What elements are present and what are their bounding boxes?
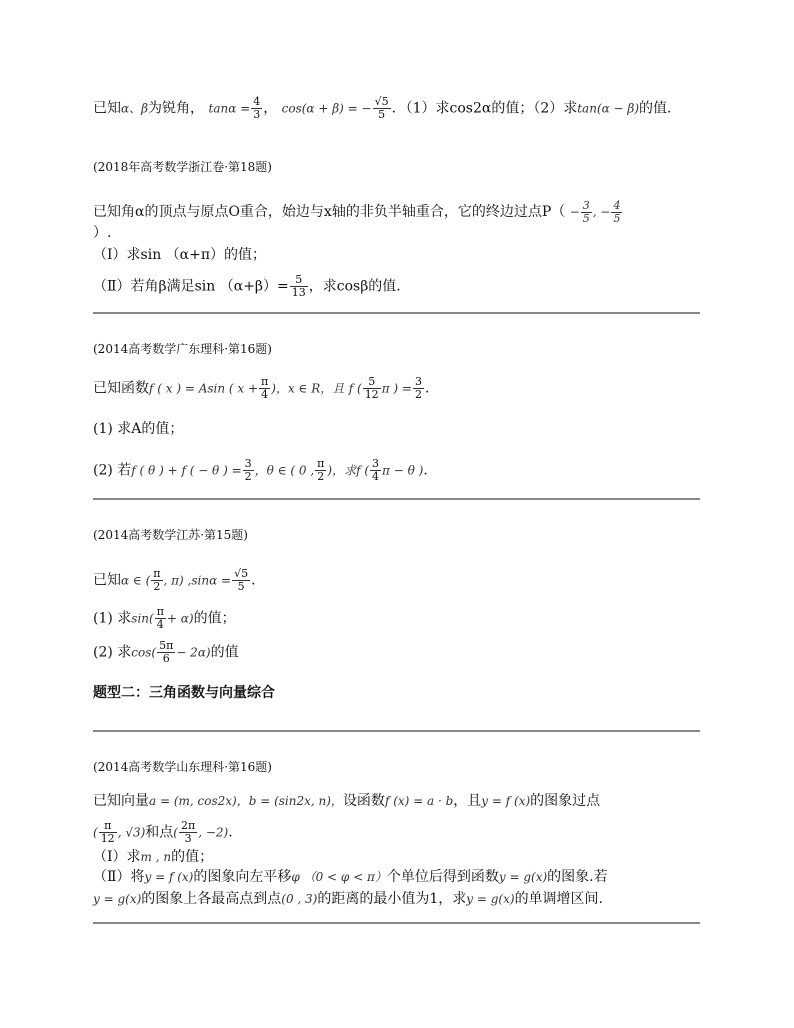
p2-q2-b: ，求cosβ的值. [308,278,401,295]
problem-2-stem [93,200,623,225]
p2-q2-frac: $\frac{5}{13}$ [291,273,306,299]
problem-5-q1: （Ⅰ）求m , n的值； [93,849,214,865]
problem-3-q2: (2) 若f ( θ ) + f ( − θ ) = $\frac{3}{2}$ ，θ ∈ ( 0 , $\frac{\pi}{2}$ )，求f ( $\frac{3}{4}$ π − θ ). [93,457,428,483]
problem-2-q1: （Ⅰ）求sin （α+π）的值； [93,247,267,263]
problem-5-stem: 已知向量a = (m, cos2x)，b = (sin2x, n)，设函数f (x) = a · b，且y = f (x)的图象过点 [93,793,601,809]
p3-domain: ，x ∈ R，且 [275,381,345,396]
p3-stem-a: 已知函数 [93,380,149,397]
p1-vars: α、β [121,101,149,116]
problem-5-q2: （Ⅱ）将y = f (x)的图象向左平移φ （0 < φ < π）个单位后得到函数y = g(x)的图象.若 [93,869,608,885]
divider-1 [93,312,700,314]
p1-cos: cos(α + β) = − [281,101,372,116]
problem-5-source: (2014高考数学山东理科·第16题) [93,760,272,774]
p1-tan-frac: $\frac{4}{3}$ [253,95,261,121]
problem-2-q2 [93,274,401,299]
problem-4-source: (2014高考数学江苏·第15题) [93,528,248,542]
p3-func: f ( x ) = Asin ( x + [149,381,259,396]
problem-4-stem: 已知α ∈ ( $\frac{\pi}{2}$ , π) ,sinα = $\frac{√5}{5}$ . [93,567,256,593]
problem-2-source: (2018年高考数学浙江卷·第18题) [93,160,272,174]
section-heading: 题型二：三角函数与向量综合 [93,685,275,701]
divider-3 [93,730,700,732]
problem-5-points: ( $\frac{\pi}{12}$ , √3)和点( $\frac{2\pi}{3}$ , −2). [93,819,233,845]
divider-4 [93,922,700,924]
p1-text-b: 为锐角， [148,100,205,117]
p1-tan: tanα = [208,101,251,116]
problem-4-q2: (2) 求cos( $\frac{5\pi}{6}$ − 2α)的值 [93,639,239,665]
p2-stem-a: 已知角α的顶点与原点O重合，始边与x轴的非负半轴重合，它的终边过点P（ [93,204,566,220]
problem-5-q3: y = g(x)的图象上各最高点到点(0 , 3)的距离的最小值为1，求y = g(x)的单调增区间. [93,891,604,907]
p1-cos-frac: $\frac{√5}{5}$ [374,95,389,121]
problem-3-stem: 已知函数f ( x ) = Asin ( x + $\frac{\pi}{4}$ )，x ∈ R，且 f ( $\frac{5}{12}$ π ) = $\frac{3}{2}$ . [93,375,430,401]
divider-2 [93,498,700,500]
p1-q1: ．（1）求cos2α的值；（2）求 [391,100,578,117]
problem-4-q1: (1) 求sin( $\frac{\pi}{4}$ + α)的值； [93,605,236,631]
p1-text-a: 已知 [93,100,121,117]
problem-3-q1: (1) 求A的值； [93,421,184,437]
p1-q3: 的值. [639,100,672,117]
p2-point: − $\frac{3}{5}$ , − $\frac{4}{5}$ [569,199,621,225]
problem-1-text: 已知α、β为锐角， tanα = $\frac{4}{3}$ ， cos(α + β) = − $\frac{√5}{5}$ ．（1）求cos2α的值；（2）求tan(α − β)的值. [93,95,672,121]
p2-q2-a: （Ⅱ）若角β满足sin （α+β）= [93,278,289,295]
problem-2-close: ）. [93,225,112,241]
p1-q2: tan(α − β) [577,101,640,116]
problem-3-source: (2014高考数学广东理科·第16题) [93,342,272,356]
